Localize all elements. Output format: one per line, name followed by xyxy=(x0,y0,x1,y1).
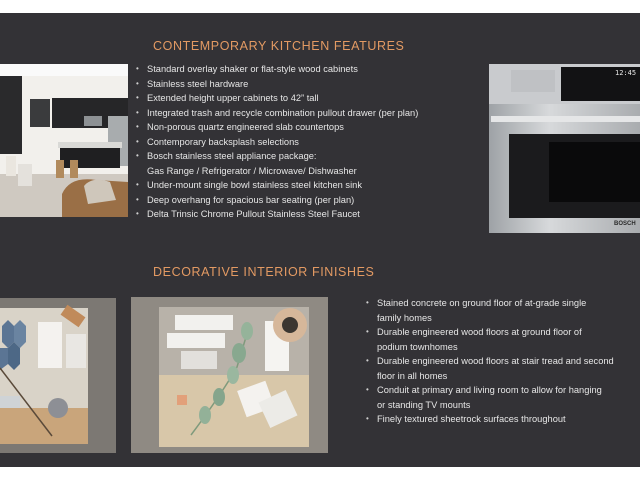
list-item: • Stainless steel hardware xyxy=(136,77,456,92)
bosch-logo: BOSCH xyxy=(614,221,636,227)
finishes-heading: DECORATIVE INTERIOR FINISHES xyxy=(153,265,375,279)
bosch-oven-photo xyxy=(489,64,640,233)
list-item: podium townhomes xyxy=(377,341,458,352)
list-item: • Stained concrete on ground floor of at-grade single xyxy=(366,296,636,311)
list-item: • Durable engineered wood floors at ground floor of xyxy=(366,325,636,340)
kitchen-photo xyxy=(0,64,128,217)
finishes-list xyxy=(366,296,636,427)
list-item: • Delta Trinsic Chrome Pullout Stainless Steel Faucet xyxy=(136,207,456,222)
material-mood-board-photo xyxy=(131,297,328,453)
list-item: • Deep overhang for spacious bar seating (per plan) xyxy=(136,193,456,208)
list-item: • Extended height upper cabinets to 42” tall xyxy=(136,91,456,106)
list-item: or standing TV mounts xyxy=(377,399,471,410)
list-item: • Bosch stainless steel appliance package: xyxy=(136,149,456,164)
list-item: • Non-porous quartz engineered slab countertops xyxy=(136,120,456,135)
list-item: Gas Range / Refrigerator / Microwave/ Dishwasher xyxy=(147,165,357,176)
list-item: floor in all homes xyxy=(377,370,448,381)
kitchen-features-heading: CONTEMPORARY KITCHEN FEATURES xyxy=(153,39,405,53)
list-item: • Standard overlay shaker or flat-style wood cabinets xyxy=(136,62,456,77)
list-item: • Conduit at primary and living room to allow for hanging xyxy=(366,383,636,398)
list-item: • Under-mount single bowl stainless steel kitchen sink xyxy=(136,178,456,193)
list-item: • Durable engineered wood floors at stair tread and second xyxy=(366,354,636,369)
list-item: • Integrated trash and recycle combination pullout drawer (per plan) xyxy=(136,106,456,121)
list-item: • Finely textured sheetrock surfaces throughout xyxy=(366,412,636,427)
kitchen-features-list xyxy=(136,62,456,222)
list-item: • Contemporary backsplash selections xyxy=(136,135,456,150)
tile-samples-photo xyxy=(0,298,116,453)
oven-display-time: 12:45 xyxy=(615,69,637,77)
list-item: family homes xyxy=(377,312,432,323)
